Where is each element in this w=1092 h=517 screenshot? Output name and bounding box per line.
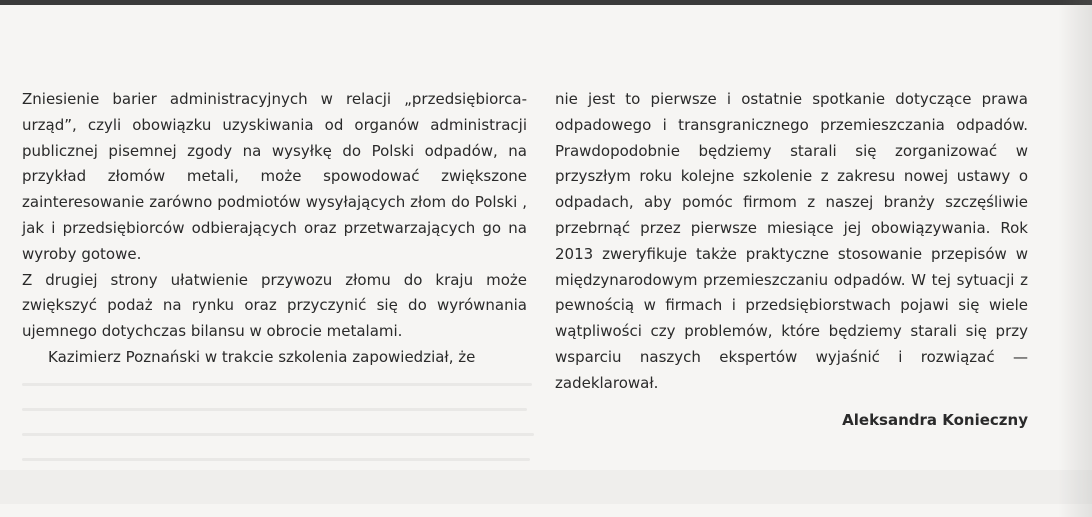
- page-edge-shadow: [1058, 0, 1092, 517]
- bleed-through-line: [22, 408, 527, 411]
- article-paragraph-2: Z drugiej strony ułatwienie przywozu złomu do kraju może zwiększyć podaż na rynku oraz przyczynić się do wyrównania ujemnego dotychczas bilansu w obrocie metalami.: [22, 270, 527, 341]
- bleed-through-band: [0, 470, 1092, 504]
- article-paragraph-1: Zniesienie barier administracyjnych w relacji „przedsiębiorca-urząd”, czyli obowiązku uzyskiwania od organów administracji publicznej pisemnej zgody na wysyłkę do Polski odpadów, na przykład złomów metali, może spowodować zwiększone zainteresowanie zarówno podmiotów wysyłających złom do Polski , jak i przedsiębiorców odbierających oraz przetwarzających go na wyroby gotowe.: [22, 90, 527, 263]
- author-signature: Aleksandra Konieczny: [842, 411, 1028, 429]
- bleed-through-line: [22, 433, 534, 436]
- top-page-rule: [0, 0, 1092, 5]
- left-column: [22, 87, 527, 371]
- bleed-through-line: [22, 383, 532, 386]
- bleed-through-line: [22, 458, 530, 461]
- article-paragraph-3: Kazimierz Poznański w trakcie szkolenia zapowiedział, że: [48, 347, 476, 366]
- article-paragraph-continued: nie jest to pierwsze i ostatnie spotkanie dotyczące prawa odpadowego i transgranicznego przemieszczania odpadów. Prawdopodobnie będziemy starali się zorganizować w przyszłym roku kolejne szkolenie z zakresu nowej ustawy o odpadach, aby pomóc firmom z naszej branży szczęśliwie przebrnąć przez pierwsze miesiące jej obowiązywania. Rok 2013 zweryfikuje także praktyczne stosowanie przepisów w międzynarodowym przemieszczaniu odpadów. W tej sytuacji z pewnością w firmach i przedsiębiorstwach pojawi się wiele wątpliwości czy problemów, które będziemy starali się przy wsparciu naszych ekspertów wyjaśnić i rozwiązać — zadeklarował.: [555, 90, 1028, 392]
- right-column: [555, 87, 1028, 397]
